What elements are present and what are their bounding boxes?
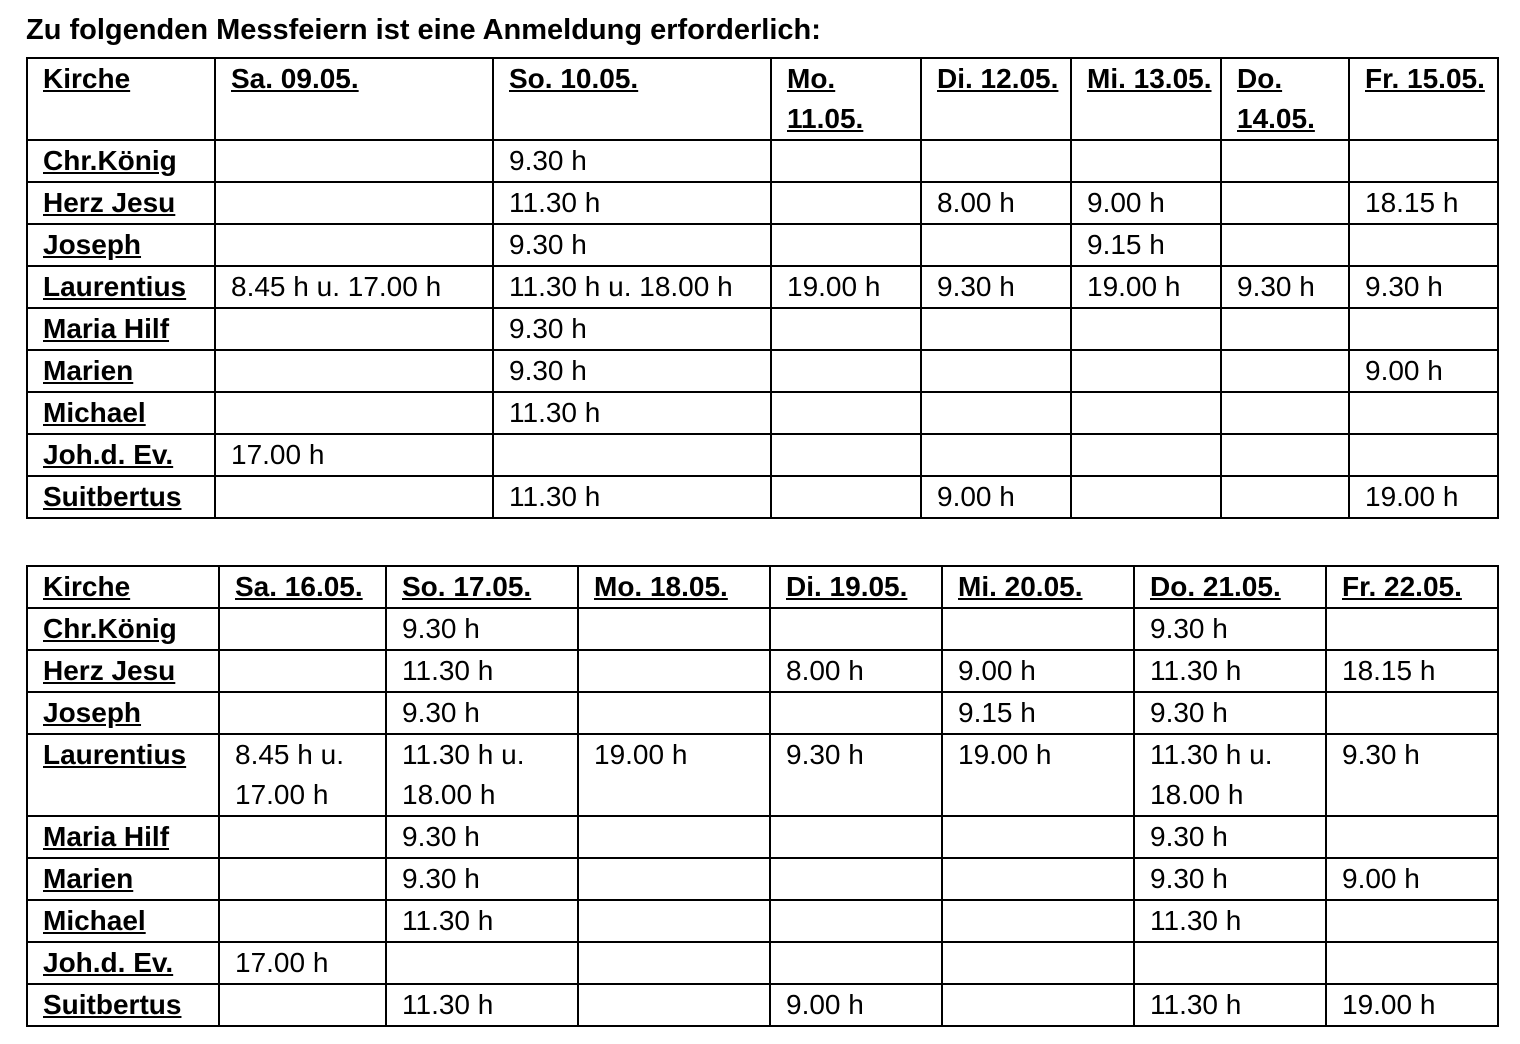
mass-time-cell: 17.00 h <box>219 942 386 984</box>
church-name-cell: Marien <box>27 858 219 900</box>
column-header: Kirche <box>27 58 215 140</box>
schedule-table-week-2 <box>26 565 1499 1027</box>
column-header: Do. 21.05. <box>1134 566 1326 608</box>
mass-time-cell <box>1326 900 1498 942</box>
church-name-cell: Laurentius <box>27 266 215 308</box>
mass-time-cell: 9.30 h <box>386 608 578 650</box>
mass-time-cell <box>1349 308 1498 350</box>
mass-time-cell <box>921 350 1071 392</box>
mass-time-cell: 9.30 h <box>1349 266 1498 308</box>
mass-time-cell: 11.30 h <box>493 182 771 224</box>
mass-time-cell: 11.30 h <box>493 476 771 518</box>
mass-time-cell: 11.30 h <box>1134 984 1326 1026</box>
mass-time-cell <box>771 224 921 266</box>
mass-time-cell <box>1071 392 1221 434</box>
table-header-row <box>27 58 1498 140</box>
mass-time-cell <box>578 692 770 734</box>
table-row <box>27 650 1498 692</box>
mass-time-cell: 8.45 h u. 17.00 h <box>219 734 386 816</box>
column-header: So. 17.05. <box>386 566 578 608</box>
column-header: Mi. 20.05. <box>942 566 1134 608</box>
mass-time-cell: 8.45 h u. 17.00 h <box>215 266 493 308</box>
column-header: Do. 14.05. <box>1221 58 1349 140</box>
church-name-cell: Herz Jesu <box>27 182 215 224</box>
mass-time-cell: 9.30 h <box>1134 608 1326 650</box>
table-row <box>27 692 1498 734</box>
table-row <box>27 308 1498 350</box>
church-name-cell: Suitbertus <box>27 476 215 518</box>
mass-time-cell <box>1221 224 1349 266</box>
table-row <box>27 608 1498 650</box>
mass-time-cell <box>770 942 942 984</box>
mass-time-cell <box>1071 434 1221 476</box>
mass-time-cell <box>1134 942 1326 984</box>
mass-time-cell <box>1221 434 1349 476</box>
table-header-row <box>27 566 1498 608</box>
mass-time-cell <box>1349 140 1498 182</box>
schedule-table-week-1 <box>26 57 1499 519</box>
church-name-cell: Marien <box>27 350 215 392</box>
table-row <box>27 224 1498 266</box>
table-row <box>27 900 1498 942</box>
mass-time-cell <box>942 608 1134 650</box>
mass-time-cell <box>1221 182 1349 224</box>
mass-time-cell <box>215 182 493 224</box>
mass-time-cell: 11.30 h <box>386 900 578 942</box>
table-row <box>27 266 1498 308</box>
column-header: Mi. 13.05. <box>1071 58 1221 140</box>
church-name-cell: Michael <box>27 392 215 434</box>
mass-time-cell <box>1221 308 1349 350</box>
mass-time-cell: 9.30 h <box>493 350 771 392</box>
mass-time-cell <box>215 476 493 518</box>
mass-time-cell: 9.00 h <box>942 650 1134 692</box>
column-header: Di. 19.05. <box>770 566 942 608</box>
mass-time-cell <box>1071 350 1221 392</box>
mass-time-cell <box>386 942 578 984</box>
column-header: Mo. 11.05. <box>771 58 921 140</box>
mass-time-cell <box>771 308 921 350</box>
column-header: Fr. 15.05. <box>1349 58 1498 140</box>
mass-time-cell <box>942 984 1134 1026</box>
mass-time-cell <box>1349 224 1498 266</box>
church-name-cell: Joh.d. Ev. <box>27 434 215 476</box>
mass-time-cell <box>219 608 386 650</box>
mass-time-cell <box>770 900 942 942</box>
mass-time-cell: 9.30 h <box>1134 692 1326 734</box>
mass-time-cell: 17.00 h <box>215 434 493 476</box>
mass-time-cell <box>1326 692 1498 734</box>
mass-time-cell <box>219 692 386 734</box>
mass-time-cell: 9.00 h <box>770 984 942 1026</box>
mass-time-cell <box>942 858 1134 900</box>
mass-time-cell <box>1221 392 1349 434</box>
mass-time-cell <box>1221 476 1349 518</box>
mass-time-cell <box>493 434 771 476</box>
mass-time-cell: 18.15 h <box>1349 182 1498 224</box>
mass-time-cell <box>921 308 1071 350</box>
mass-time-cell <box>578 900 770 942</box>
mass-time-cell <box>1349 434 1498 476</box>
church-name-cell: Chr.König <box>27 608 219 650</box>
church-name-cell: Michael <box>27 900 219 942</box>
mass-time-cell <box>1349 392 1498 434</box>
mass-time-cell: 11.30 h <box>386 650 578 692</box>
mass-time-cell <box>771 140 921 182</box>
mass-time-cell <box>921 140 1071 182</box>
mass-time-cell <box>1326 942 1498 984</box>
mass-time-cell <box>1071 140 1221 182</box>
church-name-cell: Maria Hilf <box>27 816 219 858</box>
mass-time-cell <box>770 692 942 734</box>
mass-time-cell <box>219 900 386 942</box>
table-row <box>27 392 1498 434</box>
mass-time-cell: 9.30 h <box>386 816 578 858</box>
mass-time-cell: 9.00 h <box>921 476 1071 518</box>
mass-time-cell <box>578 650 770 692</box>
mass-time-cell <box>921 392 1071 434</box>
church-name-cell: Herz Jesu <box>27 650 219 692</box>
table-row <box>27 734 1498 816</box>
mass-time-cell <box>921 224 1071 266</box>
mass-time-cell: 11.30 h <box>1134 900 1326 942</box>
mass-time-cell: 9.30 h <box>1326 734 1498 816</box>
mass-time-cell: 9.30 h <box>493 140 771 182</box>
mass-time-cell: 9.30 h <box>1134 858 1326 900</box>
mass-time-cell: 9.30 h <box>493 308 771 350</box>
mass-time-cell <box>1071 308 1221 350</box>
mass-time-cell: 11.30 h u. 18.00 h <box>493 266 771 308</box>
table-body <box>27 140 1498 518</box>
mass-time-cell: 9.00 h <box>1071 182 1221 224</box>
mass-time-cell: 8.00 h <box>921 182 1071 224</box>
mass-time-cell: 9.15 h <box>1071 224 1221 266</box>
mass-time-cell <box>770 608 942 650</box>
mass-time-cell: 9.15 h <box>942 692 1134 734</box>
table-row <box>27 858 1498 900</box>
mass-time-cell <box>921 434 1071 476</box>
mass-time-cell <box>771 392 921 434</box>
mass-time-cell <box>578 984 770 1026</box>
mass-time-cell <box>1221 350 1349 392</box>
table-row <box>27 182 1498 224</box>
church-name-cell: Laurentius <box>27 734 219 816</box>
table-row <box>27 350 1498 392</box>
mass-time-cell <box>215 224 493 266</box>
table-row <box>27 942 1498 984</box>
mass-time-cell <box>578 816 770 858</box>
mass-time-cell <box>1221 140 1349 182</box>
mass-time-cell: 19.00 h <box>1326 984 1498 1026</box>
column-header: Di. 12.05. <box>921 58 1071 140</box>
mass-time-cell <box>219 816 386 858</box>
mass-time-cell: 8.00 h <box>770 650 942 692</box>
mass-time-cell: 19.00 h <box>1071 266 1221 308</box>
mass-time-cell <box>215 140 493 182</box>
mass-time-cell: 9.30 h <box>921 266 1071 308</box>
mass-time-cell: 9.00 h <box>1349 350 1498 392</box>
church-name-cell: Joh.d. Ev. <box>27 942 219 984</box>
mass-time-cell <box>219 984 386 1026</box>
column-header: Kirche <box>27 566 219 608</box>
mass-time-cell <box>771 182 921 224</box>
mass-time-cell <box>942 900 1134 942</box>
mass-time-cell: 9.30 h <box>770 734 942 816</box>
mass-time-cell <box>219 858 386 900</box>
mass-time-cell <box>942 816 1134 858</box>
mass-time-cell <box>771 476 921 518</box>
mass-time-cell: 11.30 h <box>386 984 578 1026</box>
church-name-cell: Joseph <box>27 692 219 734</box>
mass-time-cell: 11.30 h <box>493 392 771 434</box>
mass-time-cell <box>770 858 942 900</box>
column-header: Sa. 16.05. <box>219 566 386 608</box>
table-row <box>27 476 1498 518</box>
mass-time-cell <box>942 942 1134 984</box>
church-name-cell: Chr.König <box>27 140 215 182</box>
church-name-cell: Suitbertus <box>27 984 219 1026</box>
mass-time-cell <box>215 350 493 392</box>
table-row <box>27 816 1498 858</box>
mass-time-cell <box>771 350 921 392</box>
mass-time-cell: 19.00 h <box>771 266 921 308</box>
mass-time-cell: 9.30 h <box>1134 816 1326 858</box>
mass-time-cell <box>219 650 386 692</box>
mass-time-cell: 18.15 h <box>1326 650 1498 692</box>
mass-time-cell <box>578 608 770 650</box>
mass-time-cell <box>215 308 493 350</box>
church-name-cell: Maria Hilf <box>27 308 215 350</box>
table-row <box>27 140 1498 182</box>
mass-time-cell <box>215 392 493 434</box>
table-body <box>27 608 1498 1026</box>
mass-time-cell <box>578 858 770 900</box>
mass-time-cell <box>578 942 770 984</box>
mass-time-cell: 9.30 h <box>386 858 578 900</box>
column-header: Mo. 18.05. <box>578 566 770 608</box>
church-name-cell: Joseph <box>27 224 215 266</box>
mass-time-cell <box>770 816 942 858</box>
table-row <box>27 984 1498 1026</box>
mass-time-cell: 9.30 h <box>386 692 578 734</box>
mass-time-cell: 11.30 h u. 18.00 h <box>386 734 578 816</box>
mass-time-cell: 9.30 h <box>1221 266 1349 308</box>
mass-time-cell <box>1326 816 1498 858</box>
column-header: Fr. 22.05. <box>1326 566 1498 608</box>
mass-time-cell <box>771 434 921 476</box>
table-row <box>27 434 1498 476</box>
mass-time-cell: 9.30 h <box>493 224 771 266</box>
mass-time-cell: 9.00 h <box>1326 858 1498 900</box>
mass-time-cell: 19.00 h <box>942 734 1134 816</box>
mass-time-cell: 19.00 h <box>578 734 770 816</box>
mass-time-cell <box>1071 476 1221 518</box>
mass-time-cell: 19.00 h <box>1349 476 1498 518</box>
page-title: Zu folgenden Messfeiern ist eine Anmeldung erforderlich: <box>26 14 821 46</box>
mass-time-cell <box>1326 608 1498 650</box>
mass-time-cell: 11.30 h u. 18.00 h <box>1134 734 1326 816</box>
mass-time-cell: 11.30 h <box>1134 650 1326 692</box>
column-header: Sa. 09.05. <box>215 58 493 140</box>
column-header: So. 10.05. <box>493 58 771 140</box>
